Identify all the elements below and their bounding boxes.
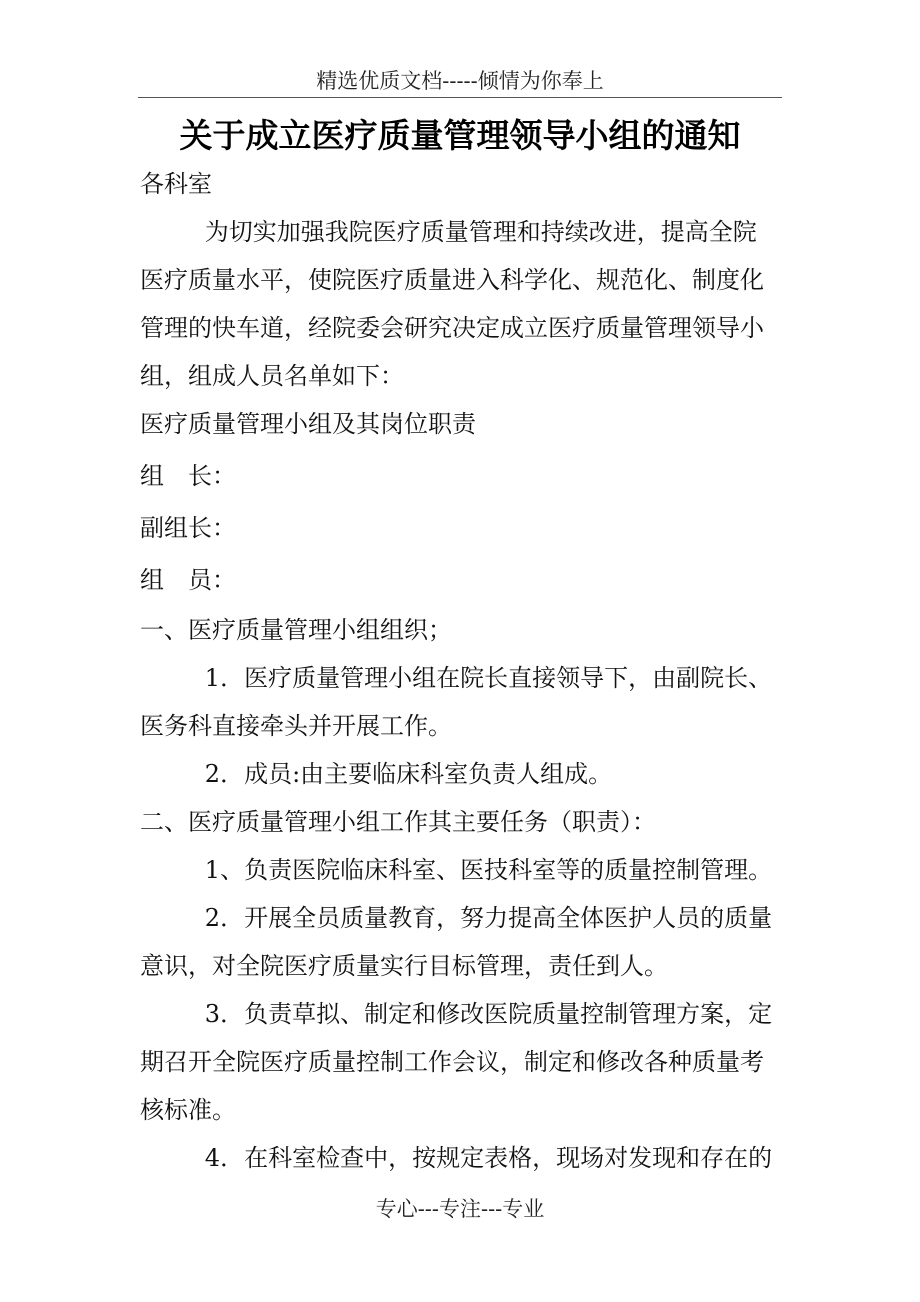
header-divider — [138, 97, 782, 98]
group-heading: 医疗质量管理小组及其岗位职责 — [140, 410, 476, 438]
role-leader: 组 长： — [140, 462, 236, 490]
section1-item: 1．医疗质量管理小组在院长直接领导下，由副院长、医务科直接牵头并开展工作。 — [140, 664, 773, 740]
intro-paragraph: 为切实加强我院医疗质量管理和持续改进，提高全院医疗质量水平，使院医疗质量进入科学化、规范化、制度化管理的快车道，经院委会研究决定成立医疗质量管理领导小组，组成人员名单如下： — [140, 218, 764, 390]
section2-item: 1、负责医院临床科室、医技科室等的质量控制管理。 — [204, 856, 773, 884]
salutation: 各科室 — [140, 170, 212, 198]
section2-item: 3．负责草拟、制定和修改医院质量控制管理方案，定期召开全院医疗质量控制工作会议，制定和修改各种质量考核标准。 — [140, 1000, 773, 1124]
section2-item: 4．在科室检查中，按规定表格，现场对发现和存在的 — [204, 1144, 773, 1172]
document-body — [140, 160, 780, 1182]
section1-item: 2．成员:由主要临床科室负责人组成。 — [204, 760, 613, 788]
section2-heading: 二、医疗质量管理小组工作其主要任务（职责）： — [140, 808, 656, 836]
section1-heading: 一、医疗质量管理小组组织； — [140, 616, 452, 644]
section2-item: 2．开展全员质量教育，努力提高全体医护人员的质量意识，对全院医疗质量实行目标管理，责任到人。 — [140, 904, 773, 980]
page-footer: 专心---专注---专业 — [375, 1197, 545, 1221]
page-header: 精选优质文档-----倾情为你奉上 — [316, 69, 604, 93]
role-deputy: 副组长： — [140, 514, 236, 542]
role-member: 组 员： — [140, 566, 236, 594]
document-title: 关于成立医疗质量管理领导小组的通知 — [179, 116, 741, 155]
